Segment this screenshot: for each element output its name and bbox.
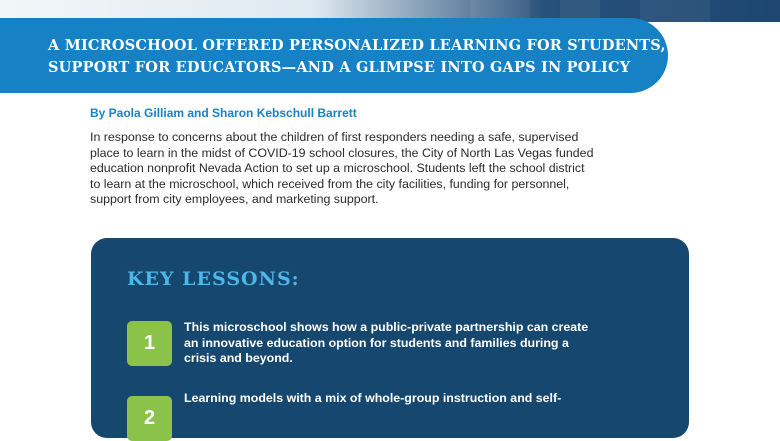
intro-paragraph — [90, 130, 690, 208]
byline: By Paola Gilliam and Sharon Kebschull Barrett — [90, 106, 357, 120]
lesson-line: an innovative education option for students and families during a — [184, 335, 569, 350]
lesson-number-badge-1: 1 — [127, 321, 172, 366]
key-lessons-heading: KEY LESSONS: — [127, 268, 300, 290]
lesson-text-1 — [184, 320, 644, 367]
lesson-line: This microschool shows how a public-private partnership can create — [184, 320, 589, 334]
title-line-2: SUPPORT FOR EDUCATORS—AND A GLIMPSE INTO GAPS IN POLICY — [48, 59, 631, 76]
title-line-1: A MICROSCHOOL OFFERED PERSONALIZED LEARNING FOR STUDENTS, — [48, 37, 666, 54]
title-banner — [0, 18, 668, 93]
intro-line: education nonprofit Nevada Action to set up a microschool. Students left the school district — [90, 161, 585, 175]
lesson-number-badge-2: 2 — [127, 396, 172, 441]
intro-line: to learn at the microschool, which received from the city facilities, funding for personnel, — [90, 176, 570, 191]
intro-line: place to learn in the midst of COVID-19 school closures, the City of North Las Vegas funded — [90, 145, 594, 160]
intro-line: In response to concerns about the children of first responders needing a safe, supervised — [90, 130, 579, 144]
lesson-text-2 — [184, 391, 644, 407]
lesson-line: Learning models with a mix of whole-group instruction and self- — [184, 391, 562, 405]
lesson-line: crisis and beyond. — [184, 351, 293, 365]
intro-line: support from city employees, and marketing support. — [90, 192, 379, 206]
